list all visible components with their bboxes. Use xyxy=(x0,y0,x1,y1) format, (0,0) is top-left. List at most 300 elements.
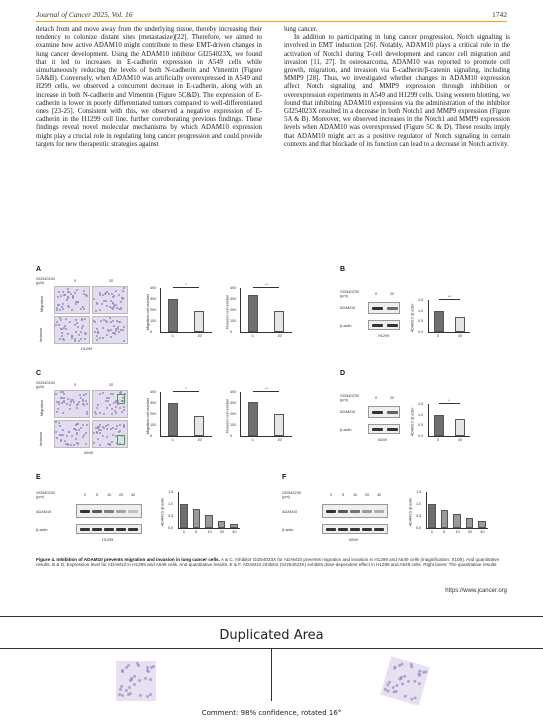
cell-speck xyxy=(111,408,113,410)
panel-a-row-invasion: Invasion xyxy=(39,327,44,343)
cell-speck xyxy=(62,291,64,293)
cell-speck xyxy=(124,393,126,395)
panel-b-cell-line: H1299 xyxy=(378,334,390,338)
panel-b-blot-actin-label: β-actin xyxy=(340,324,352,328)
cell-speck xyxy=(97,332,99,334)
cell-speck xyxy=(100,429,102,431)
chart-bar-40 xyxy=(478,521,485,528)
chart-x-tick-label: 40 xyxy=(232,530,237,534)
chart-significance-bracket xyxy=(173,391,199,392)
cell-speck xyxy=(69,321,71,323)
cell-speck xyxy=(59,309,61,311)
cell-speck xyxy=(115,330,117,332)
cell-speck xyxy=(387,680,391,684)
chart-x-axis xyxy=(160,332,212,333)
cell-speck xyxy=(123,409,125,411)
cell-speck xyxy=(62,303,64,305)
cell-speck xyxy=(110,329,112,331)
panel-f-blot-adam10 xyxy=(322,504,388,518)
cell-speck xyxy=(107,424,109,426)
cell-speck xyxy=(393,665,397,669)
cell-speck xyxy=(80,308,82,310)
panel-d-dose-20: 20 xyxy=(390,396,395,400)
chart-y-tick-label: 0.0 xyxy=(418,434,424,438)
chart-bar-0 xyxy=(248,295,258,332)
chart-x-tick-label: 40 xyxy=(480,530,485,534)
cell-speck xyxy=(106,305,108,307)
cell-speck xyxy=(96,432,98,434)
cell-speck xyxy=(66,435,68,437)
chart-y-tick-label: 0 xyxy=(150,434,153,438)
chart-significance-mark: * xyxy=(448,399,450,403)
cell-speck xyxy=(75,438,77,440)
chart-bar-20 xyxy=(455,419,465,436)
cell-speck xyxy=(121,435,123,437)
micrograph-c-migration-0 xyxy=(54,390,90,418)
chart-y-label: Migration cell number xyxy=(146,397,151,435)
cell-speck xyxy=(72,399,74,401)
cell-speck xyxy=(144,677,147,680)
chart-x-axis xyxy=(428,332,470,333)
caption-text: A & C. Inhibitor GI254023X for ADAM10 prevents migration and invasion in H1299 and A549 cells (magnification: X100). And quantitative results. B & D. Expression level for ADAM10 in H1299 and A549 cells. And quantitative results. E & F. ADAM10 inhibitor (GI254023X) exhibits dose-dependent effect in H1299 and A549 cells. Right lanes: The quantitative results. xyxy=(36,557,499,568)
cell-speck xyxy=(72,297,74,299)
cell-speck xyxy=(78,334,80,336)
panel-e-dose-20: 20 xyxy=(119,493,124,497)
cell-speck xyxy=(122,290,124,292)
cell-speck xyxy=(75,319,77,321)
chart-y-tick-label: 0 xyxy=(230,434,233,438)
panel-d-unit: (μm) xyxy=(340,398,348,402)
chart-x-tick-label: 0 xyxy=(437,438,440,442)
cell-speck xyxy=(93,298,95,300)
cell-speck xyxy=(122,397,124,399)
cell-speck xyxy=(86,413,88,415)
cell-speck xyxy=(400,682,404,686)
chart-bar-10 xyxy=(453,514,460,528)
cell-speck xyxy=(85,400,87,402)
panel-d-cell-line: A549 xyxy=(378,438,387,442)
chart-y-tick-label: 100 xyxy=(230,319,237,323)
panel-d-letter: D xyxy=(340,370,346,377)
cell-speck xyxy=(112,393,114,395)
figure-caption xyxy=(36,557,507,568)
cell-speck xyxy=(61,335,63,337)
cell-speck xyxy=(121,411,123,413)
cell-speck xyxy=(62,429,64,431)
cell-speck xyxy=(62,338,64,340)
cell-speck xyxy=(149,693,152,696)
chart-x-tick-label: 20 xyxy=(277,334,282,338)
cell-speck xyxy=(82,400,84,402)
cell-speck xyxy=(100,320,102,322)
micrograph-a-migration-0 xyxy=(54,286,90,314)
cell-speck xyxy=(123,425,125,427)
cell-speck xyxy=(67,288,69,290)
cell-speck xyxy=(82,306,84,308)
cell-speck xyxy=(67,296,69,298)
chart-bar-20 xyxy=(194,311,204,332)
panel-b-treatment: GI254023X xyxy=(340,290,360,294)
chart-significance-mark: * xyxy=(185,387,187,391)
cell-speck xyxy=(79,394,81,396)
cell-speck xyxy=(115,290,117,292)
cell-speck xyxy=(152,665,155,668)
chart-x-axis xyxy=(240,332,292,333)
cell-speck xyxy=(55,393,57,395)
cell-speck xyxy=(82,424,84,426)
cell-speck xyxy=(108,397,110,399)
cell-speck xyxy=(129,692,132,695)
cell-speck xyxy=(55,431,57,433)
cell-speck xyxy=(112,320,114,322)
cell-speck xyxy=(80,427,82,429)
cell-speck xyxy=(97,404,99,406)
panel-e-dose-40: 40 xyxy=(131,493,136,497)
cell-speck xyxy=(63,397,65,399)
chart-bar-0 xyxy=(434,311,444,332)
chart-x-tick-label: 20 xyxy=(197,334,202,338)
chart-y-tick-label: 400 xyxy=(150,390,157,394)
chart-y-tick-label: 1.5 xyxy=(418,402,424,406)
cell-speck xyxy=(62,308,64,310)
cell-speck xyxy=(99,337,101,339)
cell-speck xyxy=(67,443,69,445)
cell-speck xyxy=(99,432,101,434)
chart-x-tick-label: 20 xyxy=(219,530,225,534)
cell-speck xyxy=(71,435,73,437)
panel-a-letter: A xyxy=(36,266,42,273)
right-column xyxy=(284,26,510,149)
cell-speck xyxy=(106,407,108,409)
panel-f-cell-line: A549 xyxy=(349,538,358,542)
cell-speck xyxy=(64,440,66,442)
cell-speck xyxy=(106,321,108,323)
cell-speck xyxy=(62,412,64,414)
cell-speck xyxy=(112,427,114,429)
cell-speck xyxy=(58,324,60,326)
cell-speck xyxy=(62,434,64,436)
cell-speck xyxy=(83,434,85,436)
cell-speck xyxy=(56,309,58,311)
cell-speck xyxy=(99,309,101,311)
micrograph-a-invasion-20 xyxy=(92,316,128,344)
panel-e-cell-line: H1299 xyxy=(102,538,114,542)
right-paragraph-2: In addition to participating in lung cancer progression, Notch signaling is involved in EMT induction [26]. Notably, ADAM10 plays a critical role in the activation of Notch1 during T-cell development and cancer cell migration and invasion [11, 27]. In osteosarcoma, ADAM10 was reported to promote cell growth, migration, and invasion via E-cadherin/β-catenin signaling, including MMP9 [28]. Thus, we investigated whether changes in ADAM10 expression affect Notch signaling and MMP9 expression through inhibition or overexpression experiments in A549 and H1299 cells. Using western blotting, we found that inhibiting ADAM10 expression via the administration of the inhibitor GI254023X resulted in a decrease in both Notch1 and MMP9 expression (Figure 5A & B). Moreover, we observed increases in the Notch1 and MMP9 expression levels when ADAM10 was overexpressed (Figure 5C & D). These results imply that ADAM10 might act as a positive regulator of Notch signaling in certain contexts and that blockade of its function can lead to a decrease in Notch activity. xyxy=(284,34,510,148)
chart-y-tick-label: 1.0 xyxy=(418,412,424,417)
chart-y-tick-label: 0.0 xyxy=(418,330,424,334)
cell-speck xyxy=(133,683,136,686)
chart-x-axis xyxy=(160,436,212,437)
cell-speck xyxy=(398,677,402,681)
cell-speck xyxy=(86,424,88,426)
panel-d-dose-0: 0 xyxy=(375,396,378,400)
cell-speck xyxy=(110,300,112,302)
panel-d-treatment: GI254023X xyxy=(340,394,360,398)
cell-speck xyxy=(122,329,124,331)
panel-b-dose-0: 0 xyxy=(375,292,378,296)
cell-speck xyxy=(77,301,79,303)
cell-speck xyxy=(119,424,121,426)
chart-y-tick-label: 200 xyxy=(150,412,157,416)
chart-x-axis xyxy=(240,436,292,437)
chart-y-tick-label: 400 xyxy=(230,286,237,290)
cell-speck xyxy=(418,682,422,686)
cell-speck xyxy=(395,683,399,687)
cell-speck xyxy=(116,307,118,309)
chart-bar-0 xyxy=(168,299,178,332)
panel-b-dose-20: 20 xyxy=(390,292,395,296)
cell-speck xyxy=(82,325,84,327)
cell-speck xyxy=(61,332,63,334)
chart-x-axis xyxy=(428,436,470,437)
cell-speck xyxy=(102,327,104,329)
chart-y-tick-label: 0.5 xyxy=(416,514,422,518)
panel-e-dose-5: 5 xyxy=(96,493,99,497)
chart-x-tick-label: 20 xyxy=(458,334,463,338)
panel-a-row-migration: Migration xyxy=(39,296,44,312)
cell-speck xyxy=(78,340,80,342)
chart-y-label: ADAM10 /β-actin xyxy=(408,497,413,527)
cell-speck xyxy=(106,436,108,438)
cell-speck xyxy=(146,666,149,669)
cell-speck xyxy=(96,302,98,304)
journal-url[interactable]: https://www.jcancer.org xyxy=(445,588,507,594)
cell-speck xyxy=(86,403,88,405)
chart-y-tick-label: 100 xyxy=(150,319,157,323)
cell-speck xyxy=(68,306,70,308)
cell-speck xyxy=(112,434,114,436)
cell-speck xyxy=(123,340,125,342)
cell-speck xyxy=(413,679,417,683)
panel-e-blot-adam10-label: ADAM10 xyxy=(36,510,52,514)
cell-speck xyxy=(69,408,71,410)
chart-bar-10 xyxy=(205,515,212,528)
panel-f-dose-5: 5 xyxy=(342,493,345,497)
cell-speck xyxy=(96,339,98,341)
panel-e-blot-adam10 xyxy=(76,504,142,518)
panel-c-row-migration: Migration xyxy=(39,400,44,416)
chart-bar-0 xyxy=(434,415,444,436)
cell-speck xyxy=(65,328,67,330)
cell-speck xyxy=(115,412,117,414)
cell-speck xyxy=(83,308,85,310)
left-column xyxy=(36,26,262,149)
panel-e-letter: E xyxy=(36,474,41,481)
panel-b-letter: B xyxy=(340,266,346,273)
panel-d-blot-adam10 xyxy=(368,406,400,418)
panel-d-blot-actin-label: β-actin xyxy=(340,428,352,432)
cell-speck xyxy=(96,335,98,337)
cell-speck xyxy=(112,296,114,298)
chart-x-axis xyxy=(426,528,488,529)
cell-speck xyxy=(61,328,63,330)
cell-speck xyxy=(80,331,82,333)
chart-x-tick-label: 0 xyxy=(171,438,174,442)
panel-a-unit: (μM) xyxy=(36,281,44,285)
chart-x-tick-label: 5 xyxy=(443,530,446,534)
chart-significance-bracket xyxy=(253,391,279,392)
header-rule xyxy=(36,21,507,22)
cell-speck xyxy=(103,319,105,321)
chart-y-tick-label: 300 xyxy=(230,401,237,405)
cell-speck xyxy=(69,404,71,406)
cell-speck xyxy=(99,393,101,395)
cell-speck xyxy=(59,338,61,340)
panel-a-cell-line: H1299 xyxy=(81,347,93,351)
page-header xyxy=(36,8,507,22)
cell-speck xyxy=(77,326,79,328)
cell-speck xyxy=(138,679,141,682)
cell-speck xyxy=(102,392,104,394)
panel-f-dose-10: 10 xyxy=(353,493,358,497)
cell-speck xyxy=(57,296,59,298)
cell-speck xyxy=(119,407,121,409)
cell-speck xyxy=(95,427,97,429)
cell-speck xyxy=(418,674,422,678)
chart-y-tick-label: 0 xyxy=(150,330,153,334)
panel-f-dose-20: 20 xyxy=(365,493,370,497)
cell-speck xyxy=(85,393,87,395)
cell-speck xyxy=(403,674,407,678)
chart-y-tick-label: 0.5 xyxy=(418,423,424,428)
panel-d-blot-actin xyxy=(368,424,400,434)
chart-x-tick-label: 5 xyxy=(195,530,198,534)
chart-y-tick-label: 400 xyxy=(230,390,237,394)
cell-speck xyxy=(60,319,62,321)
chart-y-axis xyxy=(428,404,429,436)
cell-speck xyxy=(60,439,62,441)
chart-x-tick-label: 0 xyxy=(171,334,174,338)
cell-speck xyxy=(108,293,110,295)
panel-f-blot-actin-label: β-actin xyxy=(282,528,294,532)
panel-a-dose-20: 20 xyxy=(109,279,114,283)
chart-x-tick-label: 20 xyxy=(458,438,463,442)
panel-c-treatment: GI254023X xyxy=(36,381,56,385)
panel-b-blot-adam10 xyxy=(368,302,400,314)
cell-speck xyxy=(111,441,113,443)
cell-speck xyxy=(55,324,57,326)
cell-speck xyxy=(102,435,104,437)
chart-significance-bracket xyxy=(439,299,460,300)
cell-speck xyxy=(133,675,136,678)
page-number: 1742 xyxy=(492,10,507,19)
cell-speck xyxy=(98,429,100,431)
caption-title: Figure 4. Inhibition of ADAM10 prevents migration and invasion in lung cancer cells. xyxy=(36,557,220,562)
left-paragraph: detach from and move away from the underlying tissue, thereby increasing their tendency to colonize distant sites (metastasize)[22]. Therefore, we aimed to examine how active ADAM10 might contribute to these EMT-driven changes in lung cancer development. Using the ADAM10 inhibitor GI254023X, we found that it led to increases in E-cadherin expression in A549 cells while simultaneously reducing the levels of both N-cadherin and Vimentin (Figure 5A&B). Conversely, when ADAM10 was artificially overexpressed in A549 and H299 cells, we observed a concurrent decrease in E-cadherin, along with an increase in both N-cadherin and Vimentin (Figure 5C&D). The expression of E-cadherin is lower in poorly differentiated tumors compared to well-differentiated ones [23-25]. Consistent with this, we observed a negative expression of E-cadherin in the H1299 cell line, further corroborating previous findings. These findings reveal novel molecular mechanisms by which ADAM10 expression might play a crucial role in regulating lung cancer progression and could provide targets for new therapeutic strategies against xyxy=(36,26,262,148)
cell-speck xyxy=(119,321,121,323)
cell-speck xyxy=(119,688,122,691)
cell-speck xyxy=(115,406,117,408)
cell-speck xyxy=(73,401,75,403)
cell-speck xyxy=(117,403,119,405)
duplicated-patch-left xyxy=(116,661,156,701)
chart-bar-20 xyxy=(274,311,284,332)
cell-speck xyxy=(111,293,113,295)
chart-y-tick-label: 300 xyxy=(150,401,157,405)
cell-speck xyxy=(63,393,65,395)
chart-bar-5 xyxy=(441,510,448,528)
chart-x-tick-label: 0 xyxy=(437,334,440,338)
cell-speck xyxy=(139,694,142,697)
chart-significance-bracket xyxy=(439,403,460,404)
chart-y-label: Invasion cell number xyxy=(225,398,230,434)
cell-speck xyxy=(56,411,58,413)
cell-speck xyxy=(105,292,107,294)
chart-y-axis xyxy=(428,300,429,332)
panel-c-dose-20: 20 xyxy=(109,383,114,387)
cell-speck xyxy=(78,401,80,403)
cell-speck xyxy=(115,401,117,403)
chart-y-axis xyxy=(178,492,179,528)
chart-y-label: Migration cell number xyxy=(146,293,151,331)
panel-c-dose-0: 0 xyxy=(74,383,77,387)
duplicated-area-divider xyxy=(271,648,272,701)
panel-e-dose-10: 10 xyxy=(107,493,112,497)
cell-speck xyxy=(403,694,407,698)
panel-e-dose-0: 0 xyxy=(84,493,87,497)
chart-x-axis xyxy=(178,528,240,529)
cell-speck xyxy=(407,679,411,683)
cell-speck xyxy=(122,297,124,299)
cell-speck xyxy=(120,301,122,303)
cell-speck xyxy=(103,413,105,415)
panel-b-blot-adam10-label: ADAM10 xyxy=(340,306,356,310)
cell-speck xyxy=(85,432,87,434)
cell-speck xyxy=(128,686,131,689)
panel-b-unit: (μm) xyxy=(340,294,348,298)
chart-y-label: ADAM10 /β-actin xyxy=(410,407,415,437)
chart-bar-0 xyxy=(428,504,435,528)
figure-4 xyxy=(36,266,507,584)
chart-y-axis xyxy=(240,392,241,436)
chart-significance-mark: ** xyxy=(448,295,451,299)
cell-speck xyxy=(59,425,61,427)
chart-y-tick-label: 1.5 xyxy=(168,490,174,494)
panel-e-blot-actin-label: β-actin xyxy=(36,528,48,532)
panel-f-dose-40: 40 xyxy=(377,493,382,497)
cell-speck xyxy=(74,292,76,294)
cell-speck xyxy=(414,696,418,700)
cell-speck xyxy=(75,303,77,305)
cell-speck xyxy=(63,401,65,403)
chart-bar-20 xyxy=(466,518,473,528)
cell-speck xyxy=(96,407,98,409)
cell-speck xyxy=(77,403,79,405)
cell-speck xyxy=(61,397,63,399)
chart-y-tick-label: 200 xyxy=(230,412,237,416)
cell-speck xyxy=(115,428,117,430)
cell-speck xyxy=(118,294,120,296)
cell-speck xyxy=(117,326,119,328)
chart-y-tick-label: 1.0 xyxy=(416,502,422,506)
cell-speck xyxy=(60,391,62,393)
cell-speck xyxy=(85,294,87,296)
cell-speck xyxy=(76,407,78,409)
cell-speck xyxy=(115,304,117,306)
journal-title: Journal of Cancer 2025, Vol. 16 xyxy=(36,10,133,19)
chart-y-tick-label: 0.5 xyxy=(418,319,424,324)
chart-y-label: Invasion cell number xyxy=(225,294,230,330)
cell-speck xyxy=(116,442,118,444)
cell-speck xyxy=(110,393,112,395)
cell-speck xyxy=(75,331,77,333)
panel-e-treatment: GI254023X xyxy=(36,491,56,495)
cell-speck xyxy=(112,308,114,310)
panel-f-letter: F xyxy=(282,474,287,481)
cell-speck xyxy=(75,429,77,431)
cell-speck xyxy=(109,443,111,445)
cell-speck xyxy=(94,331,96,333)
